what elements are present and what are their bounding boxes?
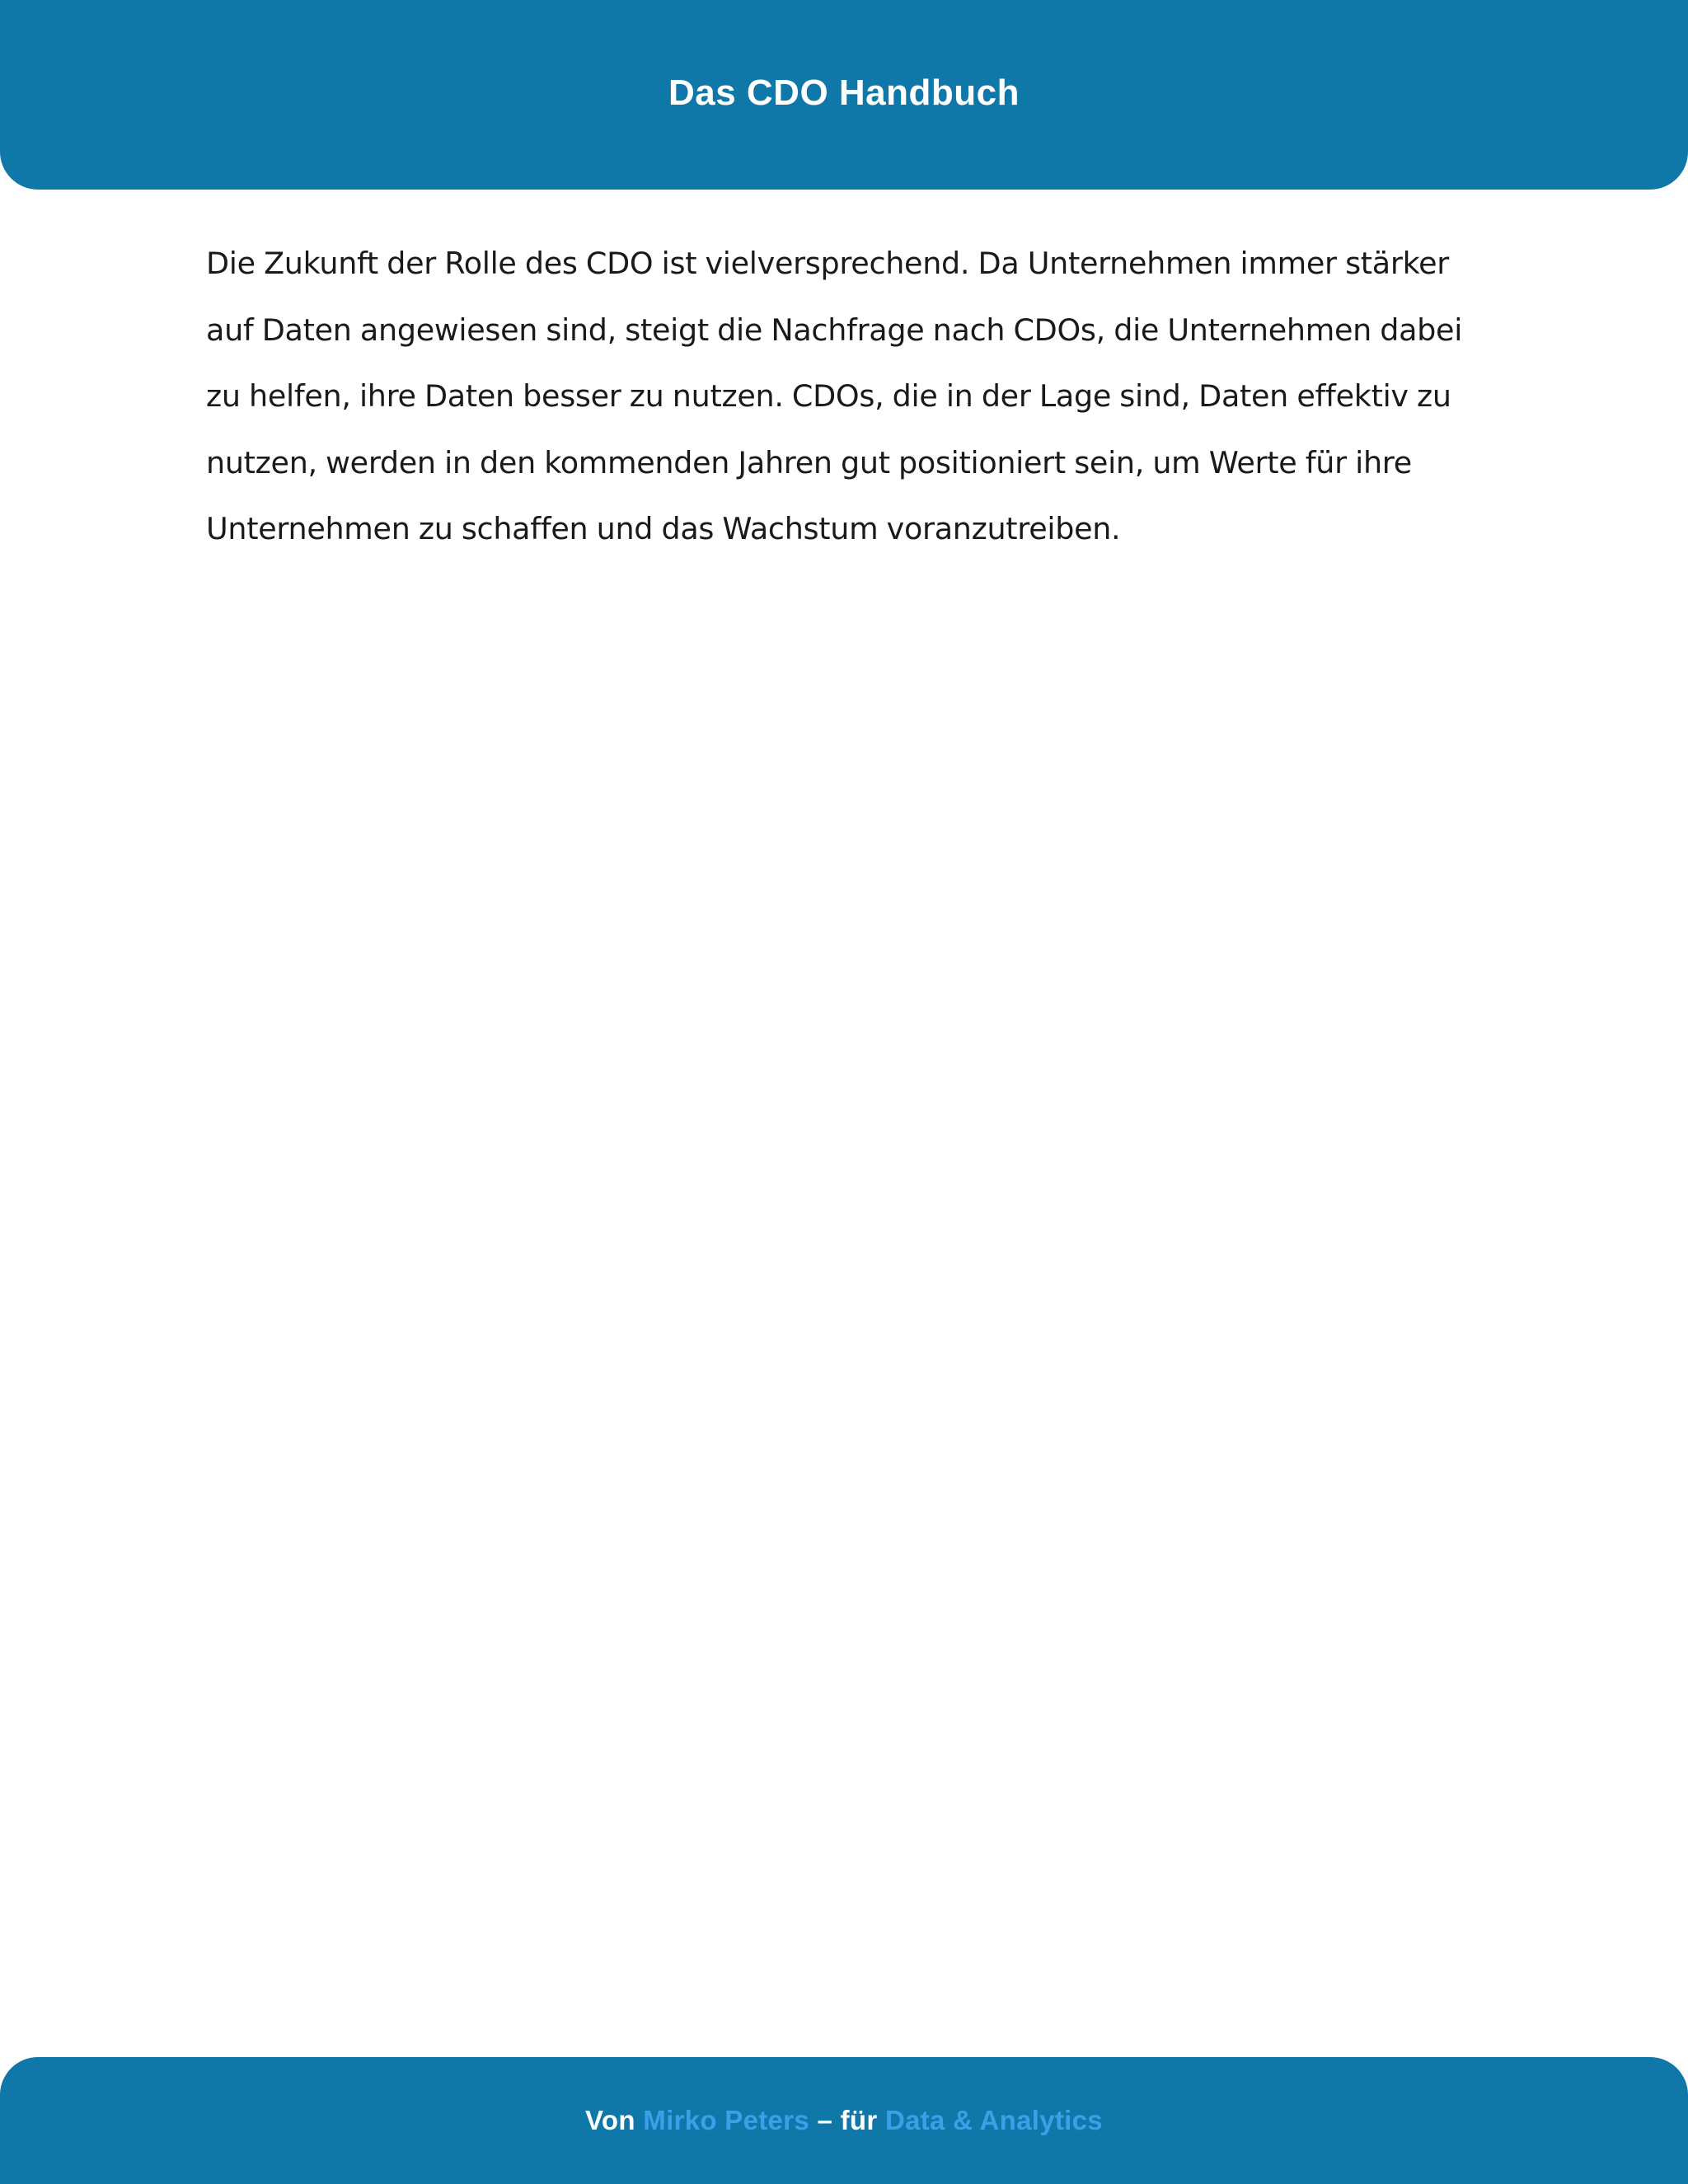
document-title: Das CDO Handbuch — [668, 73, 1020, 113]
footer-by-label: Von — [585, 2105, 635, 2135]
main-content — [206, 231, 1492, 563]
footer-publisher: Data & Analytics — [884, 2105, 1103, 2135]
body-paragraph: Die Zukunft der Rolle des CDO ist vielversprechend. Da Unternehmen immer stärker auf Daten angewiesen sind, steigt die Nachfrage nach CDOs, die Unternehmen dabei zu helfen, ihre Daten besser zu nutzen. CDOs, die in der Lage sind, Daten effektiv zu nutzen, werden in den kommenden Jahren gut positioniert sein, um Werte für ihre Unternehmen zu schaffen und das Wachstum voranzutreiben. — [206, 246, 1463, 546]
footer-band — [0, 2057, 1688, 2184]
header-band — [0, 0, 1688, 190]
footer-separator: – für — [817, 2105, 878, 2135]
footer-author: Mirko Peters — [643, 2105, 809, 2135]
footer-credit — [585, 2105, 1103, 2136]
